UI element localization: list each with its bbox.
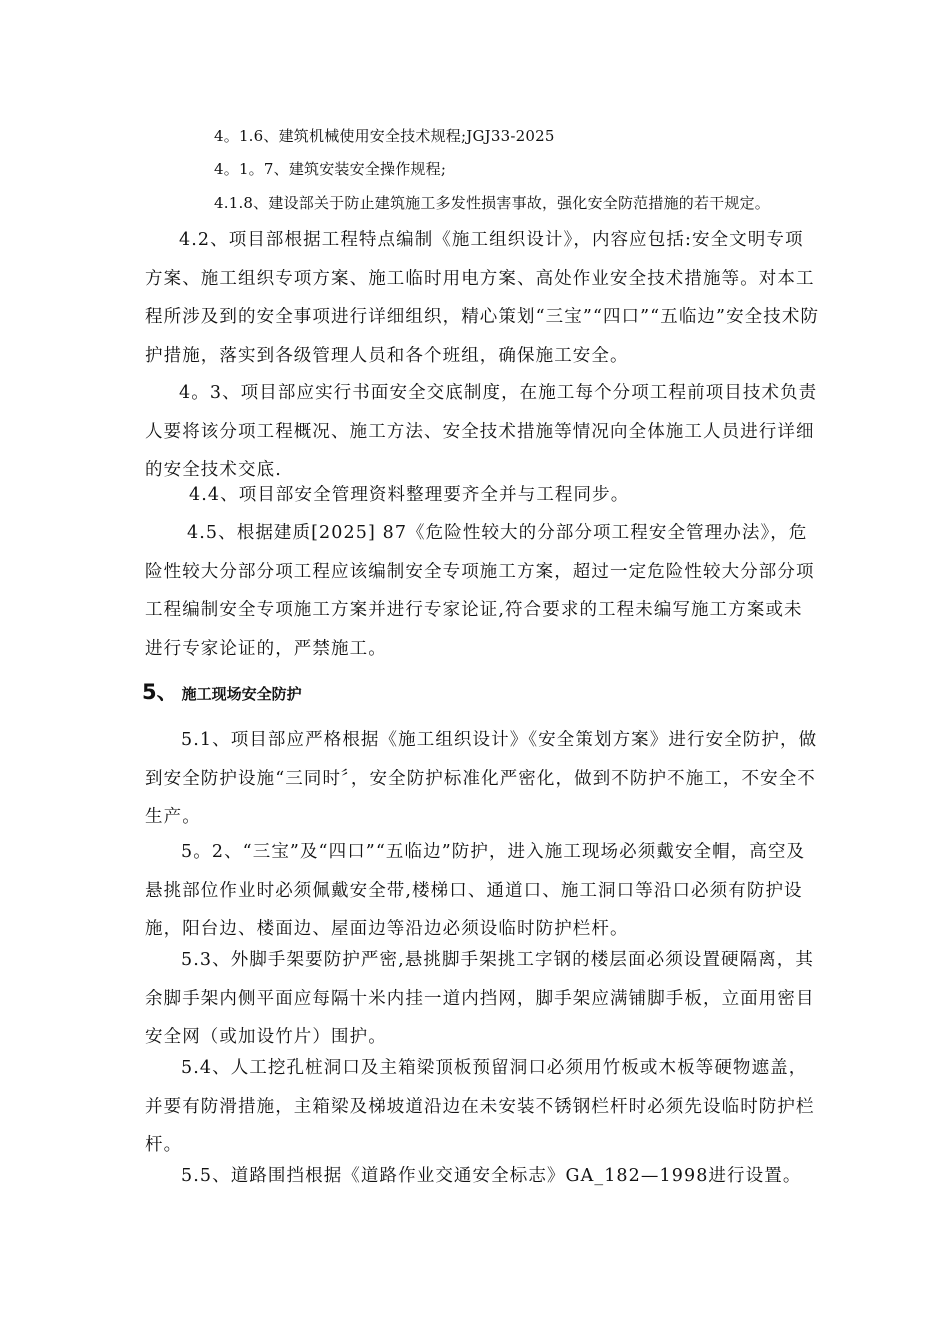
paragraph-4-3: 4。3、项目部应实行书面安全交底制度，在施工每个分项工程前项目技术负责人要将该分项工程概况、施工方法、安全技术措施等情况向全体施工人员进行详细的安全技术交底.	[145, 383, 818, 480]
paragraph-4-4: 4.4、项目部安全管理资料整理要齐全并与工程同步。	[189, 485, 630, 505]
paragraph-4-2: 4.2、项目部根据工程特点编制《施工组织设计》，内容应包括:安全文明专项方案、施工组织专项方案、施工临时用电方案、高处作业安全技术措施等。对本工程所涉及到的安全事项进行详细组织，精心策划“三宝”“四口”“五临边”安全技术防护措施，落实到各级管理人员和各个班组，确保施工安全。	[145, 230, 820, 366]
section-5-number: 5、	[142, 680, 178, 704]
section-5-title: 施工现场安全防护	[181, 685, 302, 703]
paragraph-5-3: 5.3、外脚手架要防护严密,悬挑脚手架挑工字钢的楼层面必须设置硬隔离，其余脚手架内侧平面应每隔十米内挂一道内挡网，脚手架应满铺脚手板，立面用密目安全网（或加设竹片）围护。	[145, 950, 815, 1047]
paragraph-5-2: 5。2、“三宝”及“四口”“五临边”防护，进入施工现场必须戴安全帽，高空及悬挑部位作业时必须佩戴安全带,楼梯口、通道口、施工洞口等沿口必须有防护设施，阳台边、楼面边、屋面边等沿边必须设临时防护栏杆。	[145, 842, 806, 939]
paragraph-5-4: 5.4、人工挖孔桩洞口及主箱梁顶板预留洞口必须用竹板或木板等硬物遮盖，并要有防滑措施，主箱梁及梯坡道沿边在未安装不锈钢栏杆时必须先设临时防护栏杆。	[145, 1058, 815, 1155]
paragraph-5-1: 5.1、项目部应严格根据《施工组织设计》《安全策划方案》进行安全防护，做到安全防护设施“三同时〞，安全防护标准化严密化，做到不防护不施工，不安全不生产。	[145, 730, 818, 827]
clause-4-1-8: 4.1.8、建设部关于防止建筑施工多发性损害事故，强化安全防范措施的若干规定。	[214, 194, 770, 212]
section-5-heading	[142, 676, 302, 706]
paragraph-4-5: 4.5、根据建质[2025] 87《危险性较大的分部分项工程安全管理办法》，危险性较大分部分项工程应该编制安全专项施工方案，超过一定危险性较大分部分项工程编制安全专项施工方案并进行专家论证,符合要求的工程未编写施工方案或未进行专家论证的，严禁施工。	[145, 523, 815, 659]
clause-4-1-7: 4。1。7、建筑安装安全操作规程;	[214, 160, 447, 178]
clause-4-1-6: 4。1.6、建筑机械使用安全技术规程;JGJ33-2025	[214, 127, 555, 145]
paragraph-5-5: 5.5、道路围挡根据《道路作业交通安全标志》GA_182—1998进行设置。	[181, 1166, 802, 1186]
